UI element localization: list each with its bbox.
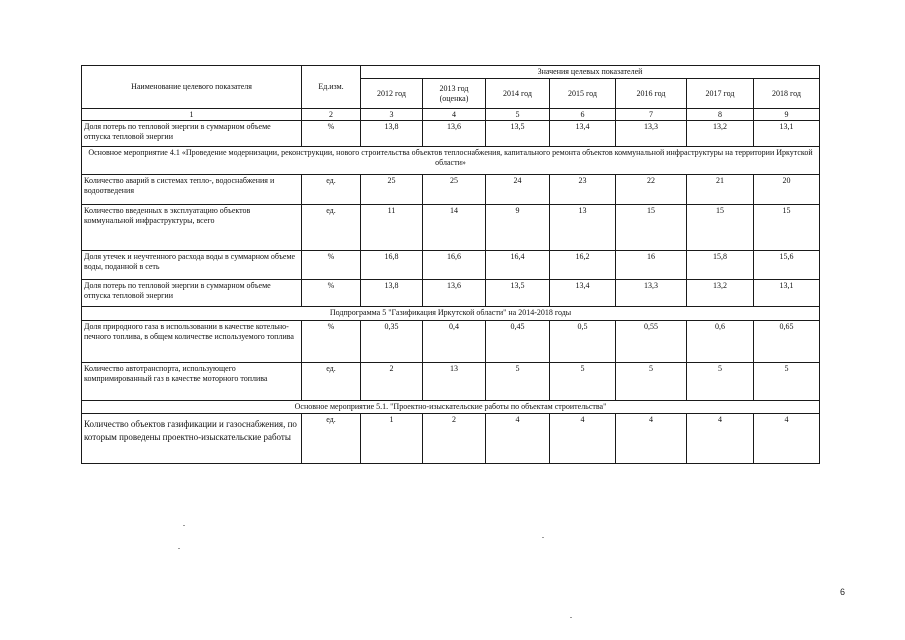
header-unit-column: Ед.изм. <box>302 66 361 109</box>
value-cell: 0,5 <box>550 321 616 363</box>
indicator-unit: % <box>302 121 361 147</box>
section-row <box>82 401 820 414</box>
target-indicators-table <box>81 65 820 464</box>
indicator-name: Количество аварий в системах тепло-, водоснабжения и водоотведения <box>82 175 302 205</box>
value-cell: 0,55 <box>616 321 687 363</box>
column-number: 7 <box>616 109 687 121</box>
header-values-group: Значения целевых показателей <box>361 66 820 79</box>
value-cell: 0,6 <box>687 321 754 363</box>
value-cell: 0,35 <box>361 321 423 363</box>
indicator-unit: ед. <box>302 175 361 205</box>
page-number: 6 <box>840 587 846 597</box>
value-cell: 21 <box>687 175 754 205</box>
value-cell: 13,4 <box>550 121 616 147</box>
header-year-2016: 2016 год <box>616 79 687 109</box>
value-cell: 0,4 <box>423 321 486 363</box>
value-cell: 5 <box>486 363 550 401</box>
value-cell: 20 <box>754 175 820 205</box>
value-cell: 5 <box>550 363 616 401</box>
indicator-unit: ед. <box>302 205 361 251</box>
value-cell: 4 <box>486 414 550 464</box>
value-cell: 0,45 <box>486 321 550 363</box>
header-name-column: Наименование целевого показателя <box>82 66 302 109</box>
indicator-unit: % <box>302 251 361 280</box>
column-number: 2 <box>302 109 361 121</box>
value-cell: 13,5 <box>486 280 550 307</box>
indicator-name: Доля потерь по тепловой энергии в суммарном объеме отпуска тепловой энергии <box>82 121 302 147</box>
scan-speck <box>542 537 544 538</box>
indicator-unit: ед. <box>302 363 361 401</box>
value-cell: 16,4 <box>486 251 550 280</box>
value-cell: 13,8 <box>361 121 423 147</box>
value-cell: 5 <box>754 363 820 401</box>
value-cell: 11 <box>361 205 423 251</box>
value-cell: 14 <box>423 205 486 251</box>
table-row <box>82 414 820 464</box>
section-row <box>82 147 820 175</box>
table-row <box>82 321 820 363</box>
section-title: Подпрограмма 5 "Газификация Иркутской области" на 2014-2018 годы <box>82 307 820 321</box>
indicator-name: Количество объектов газификации и газоснабжения, по которым проведены проектно-изыскательские работы <box>82 414 302 464</box>
section-row <box>82 307 820 321</box>
table-row <box>82 280 820 307</box>
table-row <box>82 205 820 251</box>
value-cell: 4 <box>616 414 687 464</box>
header-year-2014: 2014 год <box>486 79 550 109</box>
value-cell: 22 <box>616 175 687 205</box>
value-cell: 13,2 <box>687 280 754 307</box>
value-cell: 13,3 <box>616 280 687 307</box>
value-cell: 16 <box>616 251 687 280</box>
column-number: 5 <box>486 109 550 121</box>
indicator-name: Доля природного газа в использовании в качестве котельно-печного топлива, в общем количестве используемого топлива <box>82 321 302 363</box>
section-title: Основное мероприятие 5.1. "Проектно-изыскательские работы по объектам строительства" <box>82 401 820 414</box>
value-cell: 13,1 <box>754 121 820 147</box>
value-cell: 13,5 <box>486 121 550 147</box>
value-cell: 25 <box>361 175 423 205</box>
value-cell: 13,2 <box>687 121 754 147</box>
section-title: Основное мероприятие 4.1 «Проведение модернизации, реконструкции, нового строительства объектов теплоснабжения, капитального ремонта объектов коммунальной инфраструктуры на территории Иркутской области» <box>82 147 820 175</box>
value-cell: 13,6 <box>423 121 486 147</box>
indicator-name: Доля потерь по тепловой энергии в суммарном объеме отпуска тепловой энергии <box>82 280 302 307</box>
table-row <box>82 363 820 401</box>
value-cell: 25 <box>423 175 486 205</box>
value-cell: 13,6 <box>423 280 486 307</box>
value-cell: 5 <box>687 363 754 401</box>
value-cell: 5 <box>616 363 687 401</box>
value-cell: 13,4 <box>550 280 616 307</box>
indicator-unit: ед. <box>302 414 361 464</box>
column-number: 9 <box>754 109 820 121</box>
value-cell: 2 <box>423 414 486 464</box>
scan-speck <box>178 548 180 549</box>
scan-speck <box>570 617 572 618</box>
value-cell: 13,8 <box>361 280 423 307</box>
value-cell: 13 <box>550 205 616 251</box>
value-cell: 15,6 <box>754 251 820 280</box>
value-cell: 13,1 <box>754 280 820 307</box>
header-year-2012: 2012 год <box>361 79 423 109</box>
indicator-name: Количество введенных в эксплуатацию объектов коммунальной инфраструктуры, всего <box>82 205 302 251</box>
value-cell: 9 <box>486 205 550 251</box>
value-cell: 0,65 <box>754 321 820 363</box>
table-row <box>82 121 820 147</box>
value-cell: 16,8 <box>361 251 423 280</box>
column-number: 8 <box>687 109 754 121</box>
value-cell: 15 <box>687 205 754 251</box>
value-cell: 23 <box>550 175 616 205</box>
value-cell: 13,3 <box>616 121 687 147</box>
value-cell: 1 <box>361 414 423 464</box>
value-cell: 16,2 <box>550 251 616 280</box>
column-number: 3 <box>361 109 423 121</box>
table-row <box>82 251 820 280</box>
table-row <box>82 175 820 205</box>
value-cell: 2 <box>361 363 423 401</box>
value-cell: 24 <box>486 175 550 205</box>
column-number: 4 <box>423 109 486 121</box>
header-year-2017: 2017 год <box>687 79 754 109</box>
value-cell: 15 <box>754 205 820 251</box>
column-number: 1 <box>82 109 302 121</box>
indicator-name: Количество автотранспорта, использующего компримированный газ в качестве моторного топлива <box>82 363 302 401</box>
indicator-unit: % <box>302 280 361 307</box>
header-year-2018: 2018 год <box>754 79 820 109</box>
scan-speck <box>183 525 185 526</box>
value-cell: 15,8 <box>687 251 754 280</box>
value-cell: 15 <box>616 205 687 251</box>
value-cell: 4 <box>754 414 820 464</box>
header-year-2013: 2013 год (оценка) <box>423 79 486 109</box>
header-year-2015: 2015 год <box>550 79 616 109</box>
indicator-name: Доля утечек и неучтенного расхода воды в суммарном объеме воды, поданной в сеть <box>82 251 302 280</box>
indicator-unit: % <box>302 321 361 363</box>
value-cell: 4 <box>687 414 754 464</box>
value-cell: 4 <box>550 414 616 464</box>
column-number: 6 <box>550 109 616 121</box>
value-cell: 16,6 <box>423 251 486 280</box>
value-cell: 13 <box>423 363 486 401</box>
